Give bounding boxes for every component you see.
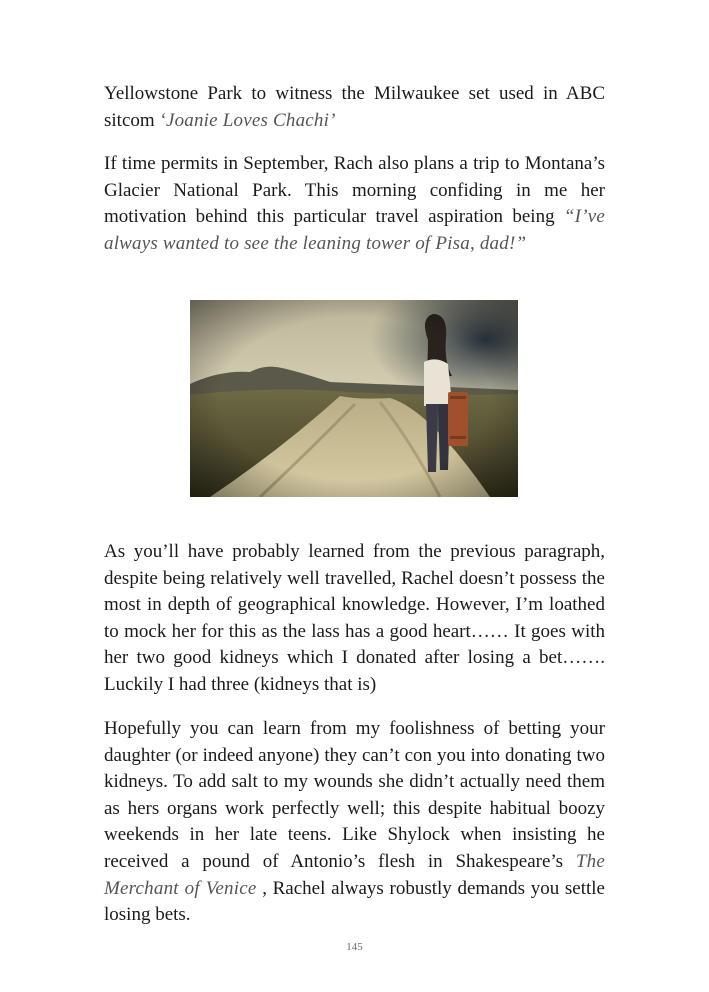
paragraph-1-italic: ‘Joanie Loves Chachi’ <box>159 109 336 131</box>
paragraph-4-text-end: , Rachel always robustly demands you settle losing bets. <box>104 877 605 926</box>
paragraph-2 <box>104 151 605 257</box>
paragraph-2-text: If time permits in September, Rach also plans a trip to Montana’s Glacier National Park. This morning confiding in me her motivation behind this particular travel aspiration being <box>104 153 605 228</box>
photo-illustration <box>190 300 518 497</box>
paragraph-2-italic: “I’ve always wanted to see the leaning tower of Pisa, dad!” <box>104 206 605 254</box>
paragraph-1-text: Yellowstone Park to witness the Milwaukee set used in ABC sitcom <box>104 83 605 131</box>
paragraph-4-text-start: Hopefully you can learn from my foolishness of betting your daughter (or indeed anyone) they can’t con you into donating two kidneys. To add salt to my wounds she didn’t actually need them as hers organs work perfectly well; this despite habitual boozy weekends in her late teens. Like Shylock when insisting he received a pound of Antonio’s flesh in Shakespeare’s <box>104 718 605 872</box>
paragraph-4 <box>104 716 605 929</box>
photo-woman-with-suitcase <box>190 300 518 497</box>
paragraph-3: As you’ll have probably learned from the previous paragraph, despite being relatively well travelled, Rachel doesn’t possess the most in depth of geographical knowledge. However, I’m loathed to mock her for this as the lass has a good heart…… It goes with her two good kidneys which I donated after losing a bet……. Luckily I had three (kidneys that is) <box>104 541 605 695</box>
paragraph-1 <box>104 81 605 134</box>
page-number: 145 <box>346 941 363 953</box>
paragraph-4-italic-title: The Merchant of Venice <box>104 850 605 899</box>
